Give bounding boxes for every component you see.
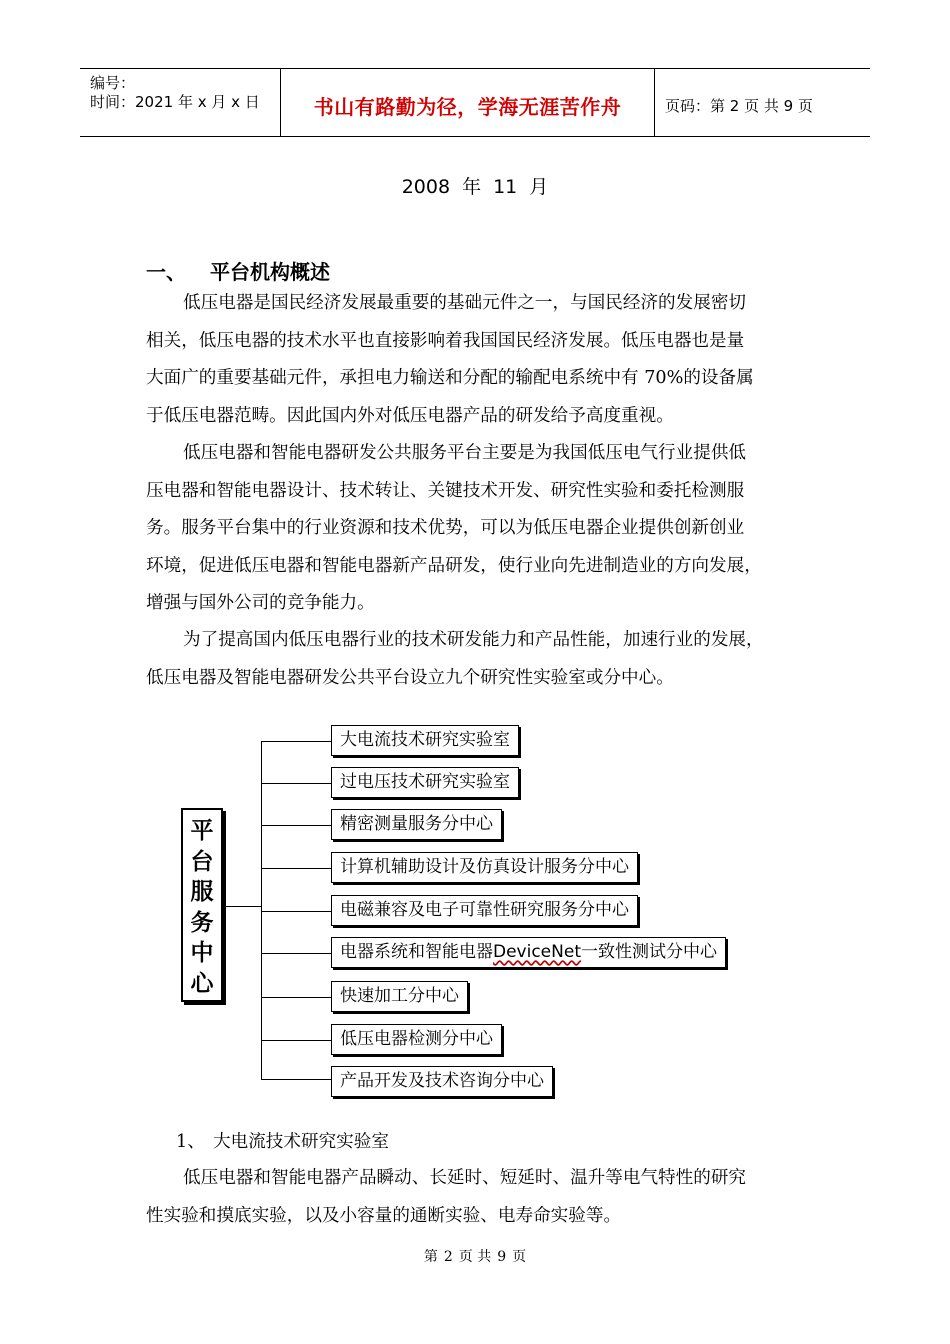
paragraph-2 (146, 435, 822, 623)
root-char: 务 (190, 909, 214, 936)
diagram-node-product-development: 产品开发及技术咨询分中心 (331, 1066, 553, 1097)
diagram-branch-line (261, 825, 331, 826)
diagram-branch-line (261, 953, 331, 954)
date-month-unit: 月 (529, 176, 549, 198)
footer-prefix: 第 (423, 1249, 438, 1265)
document-number-label: 编号： (90, 74, 136, 92)
paragraph-line: 为了提高国内低压电器行业的技术研发能力和产品性能，加速行业的发展， (183, 630, 764, 650)
paragraph-1 (146, 285, 822, 435)
node-text-suffix: 一致性测试分中心 (580, 942, 717, 962)
section-title: 平台机构概述 (210, 260, 330, 284)
root-char: 中 (190, 940, 214, 966)
diagram-branch-line (261, 1040, 331, 1041)
paragraph-line: 相关，低压电器的技术水平也直接影响着我国国民经济发展。低压电器也是量 (146, 330, 745, 351)
diagram-branch-line (261, 1079, 331, 1080)
footer-suffix: 页 (512, 1249, 527, 1265)
header-center-cell (280, 69, 655, 136)
diagram-root-connector (223, 906, 261, 907)
subsection-heading (176, 1128, 389, 1153)
document-time-label: 时间：2021 年 x 月 x 日 (90, 93, 260, 111)
paragraph-line: 压电器和智能电器设计、技术转让、关键技术开发、研究性实验和委托检测服 (146, 480, 745, 501)
paragraph-line: 低压电器和智能电器产品瞬动、长延时、短延时、温升等电气特性的研究 (183, 1168, 747, 1188)
paragraph-line: 低压电器和智能电器研发公共服务平台主要是为我国低压电气行业提供低 (183, 443, 747, 463)
date-month: 11 (493, 176, 518, 198)
paragraph-line: 大面广的重要基础元件，承担电力输送和分配的输配电系统中有 70%的设备属 (146, 368, 754, 388)
subsection-paragraph (146, 1160, 822, 1235)
subsection-number: 1、 (176, 1132, 205, 1152)
diagram-branch-line (261, 783, 331, 784)
section-number: 一、 (146, 260, 186, 284)
diagram-trunk-line (261, 741, 262, 1079)
footer-page-number: 2 (443, 1249, 453, 1265)
footer-mid: 页 共 (458, 1249, 492, 1265)
page-footer (0, 1246, 950, 1266)
document-date (0, 172, 950, 199)
paragraph-line: 低压电器及智能电器研发公共平台设立九个研究性实验室或分中心。 (146, 667, 674, 688)
root-char: 心 (190, 970, 214, 997)
header-table (80, 68, 870, 137)
diagram-node-cad-simulation: 计算机辅助设计及仿真设计服务分中心 (331, 852, 638, 883)
diagram-branch-line (261, 997, 331, 998)
paragraph-line: 于低压电器范畴。因此国内外对低压电器产品的研发给予高度重视。 (146, 405, 674, 426)
paragraph-line: 增强与国外公司的竞争能力。 (146, 593, 375, 613)
root-char: 台 (190, 848, 214, 875)
diagram-node-precision-measurement: 精密测量服务分中心 (331, 809, 502, 840)
root-char: 平 (190, 818, 214, 844)
footer-total-pages: 9 (497, 1249, 507, 1265)
diagram-node-overvoltage-lab: 过电压技术研究实验室 (331, 767, 519, 798)
node-text-prefix: 电器系统和智能电器 (340, 942, 493, 962)
paragraph-line: 低压电器是国民经济发展最重要的基础元件之一，与国民经济的发展密切 (183, 293, 747, 313)
paragraph-line: 性实验和摸底实验，以及小容量的通断实验、电寿命实验等。 (146, 1205, 622, 1226)
diagram-node-lv-testing: 低压电器检测分中心 (331, 1024, 502, 1055)
diagram-node-high-current-lab: 大电流技术研究实验室 (331, 725, 519, 756)
section-heading (146, 256, 330, 285)
diagram-branch-line (261, 911, 331, 912)
subsection-title: 大电流技术研究实验室 (213, 1132, 389, 1152)
paragraph-line: 务。服务平台集中的行业资源和技术优势，可以为低压电器企业提供创新创业 (146, 518, 745, 538)
diagram-root-box (181, 808, 223, 1002)
date-year-unit: 年 (462, 176, 482, 198)
paragraph-line: 环境，促进低压电器和智能电器新产品研发，使行业向先进制造业的方向发展， (146, 555, 762, 576)
diagram-branch-line (261, 868, 331, 869)
diagram-branch-line (261, 741, 331, 742)
date-year: 2008 (401, 176, 451, 198)
diagram-node-rapid-machining: 快速加工分中心 (331, 981, 468, 1012)
header-motto: 书山有路勤为径，学海无涯苦作舟 (313, 95, 622, 119)
header-page-info: 页码：第 2 页 共 9 页 (665, 97, 813, 115)
node-text-devicenet: DeviceNet (493, 942, 581, 962)
diagram-node-devicenet-conformance (331, 937, 726, 968)
diagram-node-emc-reliability: 电磁兼容及电子可靠性研究服务分中心 (331, 895, 638, 926)
root-char: 服 (190, 879, 214, 905)
header-left-cell (80, 69, 280, 136)
paragraph-3 (146, 622, 822, 697)
header-right-cell (655, 69, 870, 136)
